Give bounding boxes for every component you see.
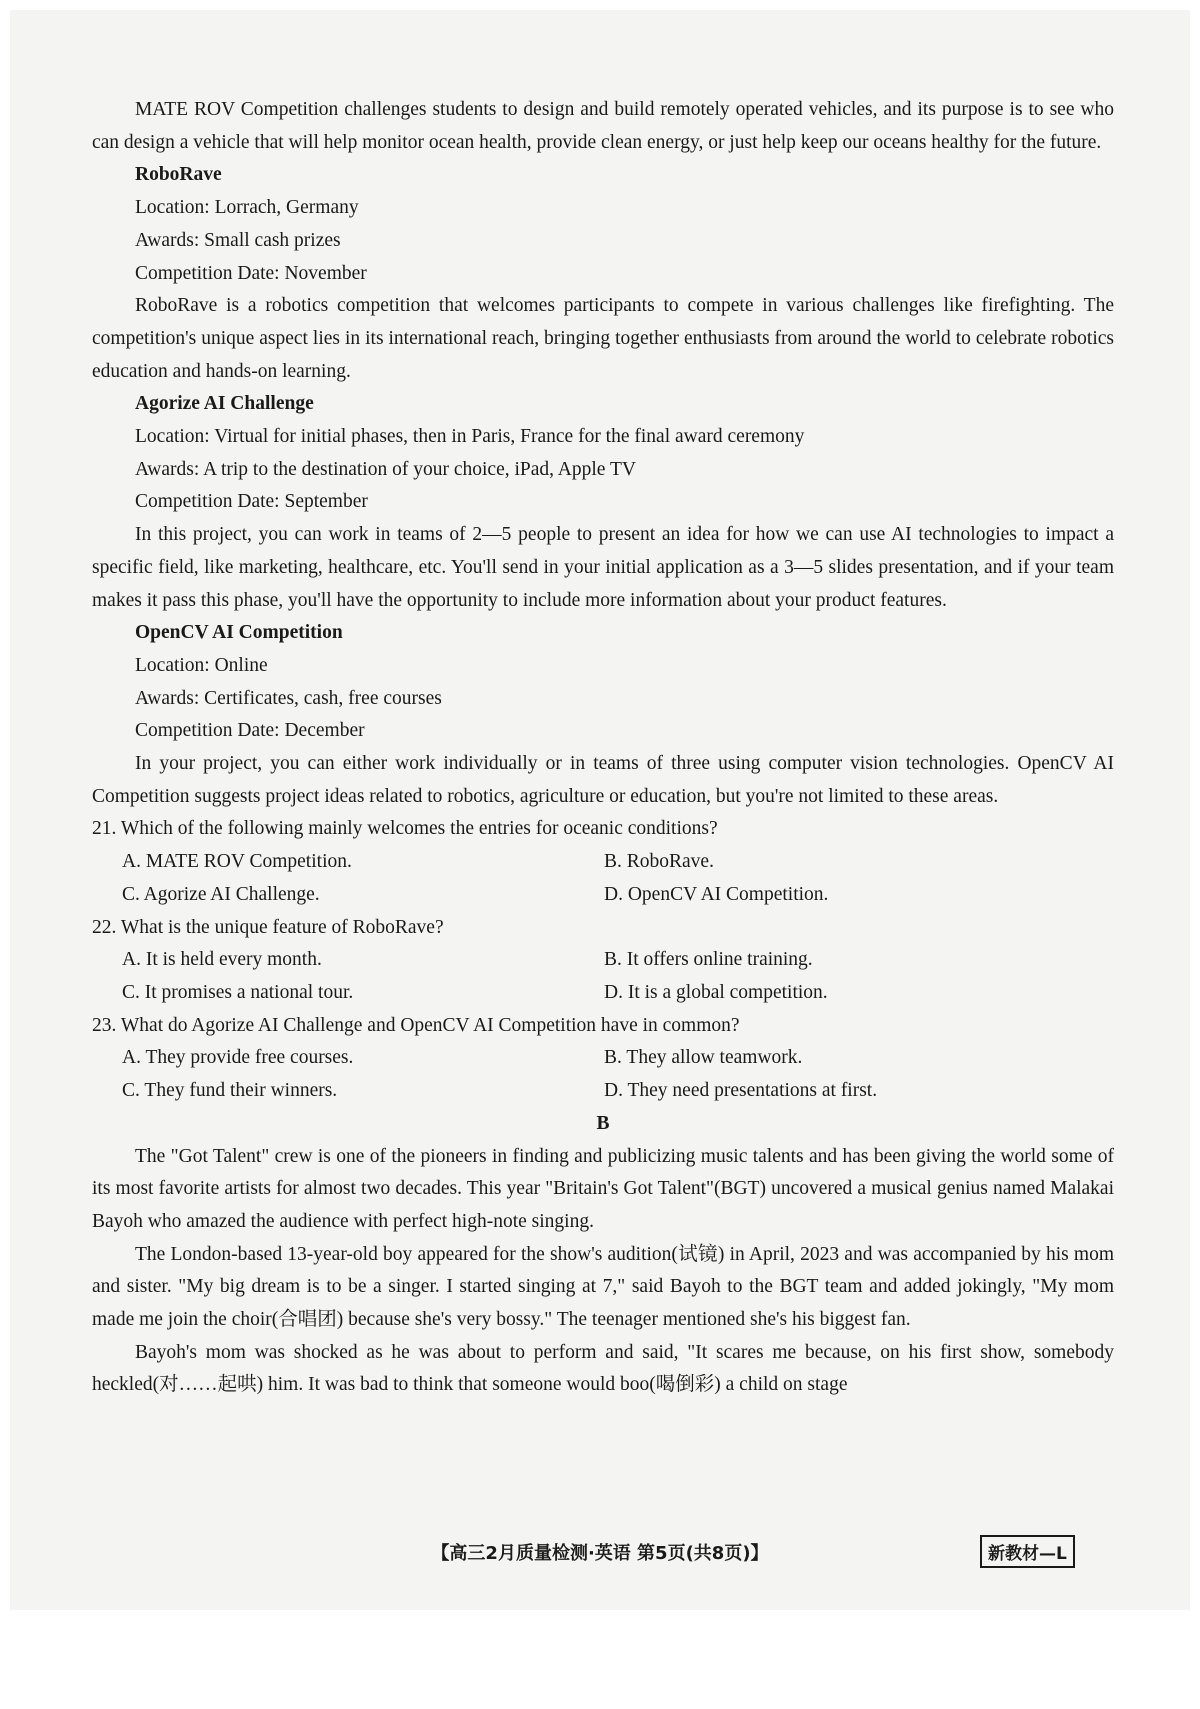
question-21-option-c: C. Agorize AI Challenge. (122, 883, 320, 905)
exam-page (10, 10, 1190, 1610)
roborave-awards: Awards: Small cash prizes (135, 229, 341, 251)
opencv-heading: OpenCV AI Competition (135, 622, 343, 644)
question-23-options-row-1 (92, 1042, 1114, 1075)
question-23-options-row-2 (92, 1075, 1114, 1108)
question-21-options-row-2 (92, 879, 1114, 912)
question-23-option-d: D. They need presentations at first. (604, 1080, 878, 1102)
question-22-option-c: C. It promises a national tour. (122, 981, 354, 1003)
opencv-paragraph: In your project, you can either work individually or in teams of three using computer vision technologies. OpenCV AI Competition suggests project ideas related to robotics, agriculture or education, but you're not limited to these areas. (92, 753, 1114, 807)
agorize-paragraph: In this project, you can work in teams of 2—5 people to present an idea for how we can use AI technologies to impact a specific field, like marketing, healthcare, etc. You'll send in your initial application as a 3—5 slides presentation, and if your team makes it pass this phase, you'll have the opportunity to include more information about your product features. (92, 524, 1114, 611)
mate-rov-paragraph: MATE ROV Competition challenges students to design and build remotely operated vehicles, and its purpose is to see who can design a vehicle that will help monitor ocean health, provide clean energy, or just help keep our oceans healthy for the future. (92, 99, 1114, 153)
question-22-options-row-2 (92, 977, 1114, 1010)
opencv-location: Location: Online (135, 654, 268, 676)
question-21-option-a: A. MATE ROV Competition. (122, 851, 352, 873)
question-22-option-d: D. It is a global competition. (604, 981, 828, 1003)
passage-b-paragraph-2: The London-based 13-year-old boy appeared for the show's audition(试镜) in April, 2023 and was accompanied by his mom and sister. "My big dream is to be a singer. I started singing at 7," said Bayoh to the BGT team and added jokingly, "My mom made me join the choir(合唱团) because she's very bossy." The teenager mentioned she's his biggest fan. (92, 1243, 1114, 1331)
question-22-options-row-1 (92, 944, 1114, 977)
question-22-stem: 22. What is the unique feature of RoboRave? (92, 916, 444, 938)
roborave-location: Location: Lorrach, Germany (135, 197, 359, 219)
question-21-stem: 21. Which of the following mainly welcomes the entries for oceanic conditions? (92, 818, 718, 840)
agorize-heading: Agorize AI Challenge (135, 393, 314, 415)
roborave-heading: RoboRave (135, 164, 222, 186)
agorize-awards: Awards: A trip to the destination of your choice, iPad, Apple TV (135, 458, 636, 480)
question-23-option-b: B. They allow teamwork. (604, 1047, 803, 1069)
question-21-option-b: B. RoboRave. (604, 851, 714, 873)
opencv-awards: Awards: Certificates, cash, free courses (135, 687, 442, 709)
question-23-option-c: C. They fund their winners. (122, 1080, 338, 1102)
roborave-date: Competition Date: November (135, 262, 367, 284)
question-21-option-d: D. OpenCV AI Competition. (604, 883, 829, 905)
page-footer (10, 1535, 1190, 1575)
textbook-badge: 新教材—L (980, 1535, 1075, 1568)
roborave-paragraph: RoboRave is a robotics competition that welcomes participants to compete in various challenges like firefighting. The competition's unique aspect lies in its international reach, bringing together enthusiasts from around the world to celebrate robotics education and hands-on learning. (92, 295, 1114, 382)
question-22-option-b: B. It offers online training. (604, 949, 813, 971)
question-21-options-row-1 (92, 846, 1114, 879)
question-23-stem: 23. What do Agorize AI Challenge and OpenCV AI Competition have in common? (92, 1014, 740, 1036)
agorize-date: Competition Date: September (135, 491, 368, 513)
opencv-date: Competition Date: December (135, 720, 365, 742)
page-content (92, 94, 1114, 1402)
passage-b-paragraph-3: Bayoh's mom was shocked as he was about to perform and said, "It scares me because, on his first show, somebody heckled(对……起哄) him. It was bad to think that someone would boo(喝倒彩) a child on stage (92, 1341, 1114, 1396)
footer-exam-info: 【高三2月质量检测·英语 第5页(共8页)】 (431, 1543, 769, 1564)
question-22-option-a: A. It is held every month. (122, 949, 322, 971)
question-23-option-a: A. They provide free courses. (122, 1047, 354, 1069)
agorize-location: Location: Virtual for initial phases, then in Paris, France for the final award ceremony (135, 426, 805, 448)
passage-b-paragraph-1: The "Got Talent" crew is one of the pioneers in finding and publicizing music talents and has been giving the world some of its most favorite artists for almost two decades. This year "Britain's Got Talent"(BGT) uncovered a musical genius named Malakai Bayoh who amazed the audience with perfect high-note singing. (92, 1145, 1114, 1232)
section-b-label: B (596, 1112, 610, 1134)
